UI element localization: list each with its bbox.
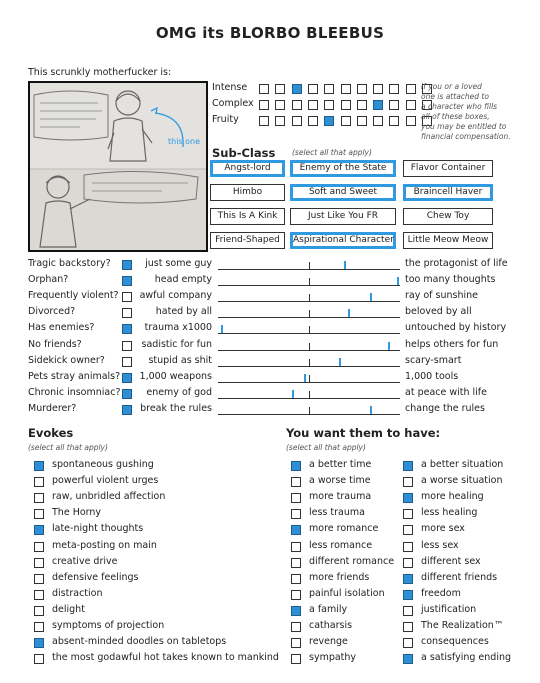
rating-checkbox[interactable]: [406, 116, 416, 126]
rating-checkbox[interactable]: [259, 100, 269, 110]
rating-label: Fruity: [212, 114, 239, 125]
evokes-label: creative drive: [52, 555, 118, 567]
want-checkbox[interactable]: [403, 558, 413, 568]
question-label: Tragic backstory?: [28, 258, 111, 269]
want-checkbox[interactable]: [291, 606, 301, 616]
question-checkbox[interactable]: [122, 389, 132, 399]
want-checkbox[interactable]: [403, 477, 413, 487]
question-label: Murderer?: [28, 402, 77, 414]
sketch-drawing: [30, 83, 206, 250]
rating-checkbox[interactable]: [341, 116, 351, 126]
question-label: Frequently violent?: [28, 290, 119, 302]
rating-checkbox[interactable]: [324, 100, 334, 110]
want-label: a better situation: [421, 459, 504, 470]
slider-left-label: enemy of god: [146, 386, 212, 398]
want-label: a worse time: [309, 475, 371, 487]
question-checkbox[interactable]: [122, 260, 132, 270]
want-title: You want them to have:: [286, 426, 441, 440]
slider-midpoint: [309, 375, 310, 382]
want-checkbox[interactable]: [403, 622, 413, 632]
want-hint: (select all that apply): [286, 443, 366, 452]
slider-midpoint: [309, 359, 310, 366]
evokes-checkbox[interactable]: [34, 558, 44, 568]
slider-track[interactable]: [218, 350, 400, 351]
slider-track[interactable]: [218, 285, 400, 286]
slider-left-label: 1,000 weapons: [139, 370, 212, 382]
rating-checkbox[interactable]: [406, 84, 416, 94]
want-checkbox[interactable]: [291, 509, 301, 519]
rating-checkbox[interactable]: [292, 116, 302, 126]
slider-track[interactable]: [218, 382, 400, 383]
rating-checkbox[interactable]: [406, 100, 416, 110]
subclass-option[interactable]: Soft and Sweet: [290, 184, 396, 201]
subclass-option[interactable]: Flavor Container: [403, 160, 493, 177]
rating-checkbox[interactable]: [357, 84, 367, 94]
rating-checkbox[interactable]: [373, 84, 383, 94]
ratings-note: If you or a loved one is attached to a character who fills all of these boxes, you may be entitled to financial compensation.: [421, 82, 511, 141]
slider-track[interactable]: [218, 301, 400, 302]
slider-midpoint: [309, 278, 310, 285]
rating-checkbox[interactable]: [308, 84, 318, 94]
evokes-checkbox[interactable]: [34, 493, 44, 503]
subclass-option[interactable]: Angst-lord: [210, 160, 285, 177]
question-label: Pets stray animals?: [28, 370, 121, 382]
slider-left-label: stupid as shit: [148, 354, 212, 366]
slider-marker[interactable]: [304, 374, 306, 382]
slider-midpoint: [309, 407, 310, 414]
slider-track[interactable]: [218, 333, 400, 334]
want-checkbox[interactable]: [291, 558, 301, 568]
want-label: different sex: [421, 555, 481, 567]
rating-checkbox[interactable]: [389, 100, 399, 110]
want-checkbox[interactable]: [291, 477, 301, 487]
want-label: less romance: [309, 539, 373, 551]
evokes-hint: (select all that apply): [28, 443, 108, 452]
want-label: catharsis: [309, 620, 353, 631]
evokes-checkbox[interactable]: [34, 525, 44, 535]
want-checkbox[interactable]: [403, 461, 413, 471]
slider-right-label: 1,000 tools: [405, 370, 459, 382]
want-checkbox[interactable]: [403, 493, 413, 503]
question-label: Has enemies?: [28, 322, 95, 334]
subclass-option[interactable]: Braincell Haver: [403, 184, 493, 201]
want-checkbox[interactable]: [291, 525, 301, 535]
want-checkbox[interactable]: [291, 461, 301, 471]
want-checkbox[interactable]: [291, 654, 301, 664]
slider-marker[interactable]: [292, 390, 294, 398]
want-checkbox[interactable]: [403, 542, 413, 552]
want-checkbox[interactable]: [403, 525, 413, 535]
slider-left-label: break the rules: [140, 402, 212, 414]
rating-label: Complex: [212, 98, 254, 109]
want-label: different friends: [421, 571, 498, 583]
rating-checkbox[interactable]: [292, 84, 302, 94]
slider-marker[interactable]: [370, 293, 372, 301]
slider-left-label: awful company: [139, 290, 212, 302]
question-checkbox[interactable]: [122, 405, 132, 415]
want-label: revenge: [309, 636, 348, 648]
want-checkbox[interactable]: [291, 638, 301, 648]
question-checkbox[interactable]: [122, 357, 132, 367]
rating-checkbox[interactable]: [373, 116, 383, 126]
slider-right-label: too many thoughts: [405, 274, 496, 286]
want-label: a better time: [309, 459, 372, 470]
slider-midpoint: [309, 262, 310, 269]
question-checkbox[interactable]: [122, 276, 132, 286]
want-checkbox[interactable]: [291, 493, 301, 503]
want-label: less sex: [421, 539, 459, 551]
want-label: a family: [309, 603, 348, 615]
evokes-checkbox[interactable]: [34, 606, 44, 616]
want-label: more sex: [421, 523, 465, 535]
evokes-checkbox[interactable]: [34, 574, 44, 584]
want-label: different romance: [309, 555, 395, 567]
slider-midpoint: [309, 326, 310, 333]
want-checkbox[interactable]: [403, 509, 413, 519]
slider-marker[interactable]: [348, 309, 350, 317]
rating-checkbox[interactable]: [275, 116, 285, 126]
question-label: No friends?: [28, 338, 82, 350]
character-photo: [28, 81, 208, 252]
slider-right-label: untouched by history: [405, 322, 507, 334]
evokes-checkbox[interactable]: [34, 509, 44, 519]
slider-marker[interactable]: [344, 261, 346, 269]
slider-midpoint: [309, 310, 310, 317]
want-label: painful isolation: [309, 587, 385, 599]
want-label: more friends: [309, 571, 370, 583]
slider-track[interactable]: [218, 317, 400, 318]
evokes-label: delight: [52, 603, 85, 615]
slider-left-label: sadistic for fun: [141, 338, 212, 350]
rating-checkbox[interactable]: [389, 116, 399, 126]
evokes-checkbox[interactable]: [34, 461, 44, 471]
question-checkbox[interactable]: [122, 292, 132, 302]
rating-checkbox[interactable]: [373, 100, 383, 110]
slider-track[interactable]: [218, 366, 400, 367]
want-checkbox[interactable]: [291, 622, 301, 632]
page-title: OMG its BLORBO BLEEBUS: [155, 24, 385, 42]
want-label: more trauma: [309, 491, 372, 503]
want-checkbox[interactable]: [403, 574, 413, 584]
slider-track[interactable]: [218, 398, 400, 399]
rating-checkbox[interactable]: [341, 100, 351, 110]
evokes-checkbox[interactable]: [34, 590, 44, 600]
slider-left-label: trauma x1000: [144, 322, 212, 334]
rating-checkbox[interactable]: [308, 100, 318, 110]
rating-checkbox[interactable]: [324, 116, 334, 126]
subclass-option[interactable]: Friend-Shaped: [210, 232, 285, 249]
want-label: freedom: [421, 587, 461, 599]
slider-right-label: the protagonist of life: [405, 258, 508, 269]
subclass-option[interactable]: Chew Toy: [403, 208, 493, 225]
rating-checkbox[interactable]: [308, 116, 318, 126]
evokes-checkbox[interactable]: [34, 542, 44, 552]
rating-checkbox[interactable]: [259, 116, 269, 126]
evokes-label: late-night thoughts: [52, 523, 144, 535]
want-label: justification: [421, 603, 477, 615]
want-checkbox[interactable]: [403, 654, 413, 664]
slider-left-label: hated by all: [155, 306, 212, 318]
subclass-option[interactable]: Aspirational Character: [290, 232, 396, 249]
question-label: Sidekick owner?: [28, 354, 105, 366]
slider-marker[interactable]: [388, 342, 390, 350]
evokes-checkbox[interactable]: [34, 638, 44, 648]
rating-checkbox[interactable]: [357, 100, 367, 110]
want-checkbox[interactable]: [403, 606, 413, 616]
evokes-checkbox[interactable]: [34, 622, 44, 632]
want-checkbox[interactable]: [403, 590, 413, 600]
want-label: more healing: [421, 491, 484, 503]
rating-checkbox[interactable]: [259, 84, 269, 94]
question-label: Orphan?: [28, 274, 69, 286]
rating-checkbox[interactable]: [292, 100, 302, 110]
slider-midpoint: [309, 343, 310, 350]
want-checkbox[interactable]: [291, 542, 301, 552]
slider-right-label: at peace with life: [405, 386, 487, 398]
slider-track[interactable]: [218, 414, 400, 415]
evokes-label: defensive feelings: [52, 571, 139, 583]
slider-right-label: helps others for fun: [405, 338, 499, 350]
slider-marker[interactable]: [397, 277, 399, 285]
evokes-label: symptoms of projection: [52, 620, 165, 631]
slider-marker[interactable]: [339, 358, 341, 366]
slider-left-label: head empty: [154, 274, 212, 286]
slider-right-label: scary-smart: [405, 354, 462, 366]
evokes-label: The Horny: [52, 507, 102, 519]
rating-checkbox[interactable]: [275, 84, 285, 94]
evokes-label: absent-minded doodles on tabletops: [52, 636, 227, 648]
want-checkbox[interactable]: [291, 574, 301, 584]
question-checkbox[interactable]: [122, 341, 132, 351]
want-label: a satisfying ending: [421, 652, 512, 664]
subclass-option[interactable]: Little Meow Meow: [403, 232, 493, 249]
want-label: more romance: [309, 523, 379, 535]
slider-right-label: change the rules: [405, 402, 485, 414]
slider-marker[interactable]: [221, 325, 223, 333]
evokes-label: powerful violent urges: [52, 475, 159, 487]
slider-right-label: beloved by all: [405, 306, 472, 318]
evokes-checkbox[interactable]: [34, 654, 44, 664]
evokes-label: raw, unbridled affection: [52, 491, 166, 503]
photo-annotation: this one: [168, 137, 201, 146]
want-label: The Realization™: [421, 620, 504, 631]
question-checkbox[interactable]: [122, 324, 132, 334]
evokes-checkbox[interactable]: [34, 477, 44, 487]
rating-checkbox[interactable]: [341, 84, 351, 94]
question-checkbox[interactable]: [122, 308, 132, 318]
rating-checkbox[interactable]: [389, 84, 399, 94]
slider-marker[interactable]: [370, 406, 372, 414]
rating-checkbox[interactable]: [324, 84, 334, 94]
rating-checkbox[interactable]: [357, 116, 367, 126]
want-label: less healing: [421, 507, 478, 519]
subclass-title: Sub-Class: [212, 146, 276, 160]
slider-midpoint: [309, 294, 310, 301]
want-label: sympathy: [309, 652, 357, 664]
slider-left-label: just some guy: [145, 258, 212, 269]
subclass-option[interactable]: Enemy of the State: [290, 160, 396, 177]
slider-right-label: ray of sunshine: [405, 290, 479, 302]
want-label: less trauma: [309, 507, 365, 519]
evokes-label: the most godawful hot takes known to mankind: [52, 652, 279, 664]
want-label: consequences: [421, 636, 489, 648]
want-checkbox[interactable]: [291, 590, 301, 600]
slider-midpoint: [309, 391, 310, 398]
intro-text: This scrunkly motherfucker is:: [28, 67, 172, 78]
subclass-option[interactable]: Just Like You FR: [290, 208, 396, 225]
rating-checkbox[interactable]: [275, 100, 285, 110]
evokes-label: distraction: [52, 587, 103, 599]
question-label: Chronic insomniac?: [28, 386, 121, 398]
want-checkbox[interactable]: [403, 638, 413, 648]
slider-track[interactable]: [218, 269, 400, 270]
question-label: Divorced?: [28, 306, 76, 318]
rating-label: Intense: [212, 82, 248, 93]
evokes-label: spontaneous gushing: [52, 459, 154, 470]
evokes-title: Evokes: [28, 426, 74, 440]
want-label: a worse situation: [421, 475, 503, 487]
subclass-option[interactable]: This Is A Kink: [210, 208, 285, 225]
subclass-hint: (select all that apply): [292, 148, 372, 157]
question-checkbox[interactable]: [122, 373, 132, 383]
evokes-label: meta-posting on main: [52, 539, 157, 551]
subclass-option[interactable]: Himbo: [210, 184, 285, 201]
